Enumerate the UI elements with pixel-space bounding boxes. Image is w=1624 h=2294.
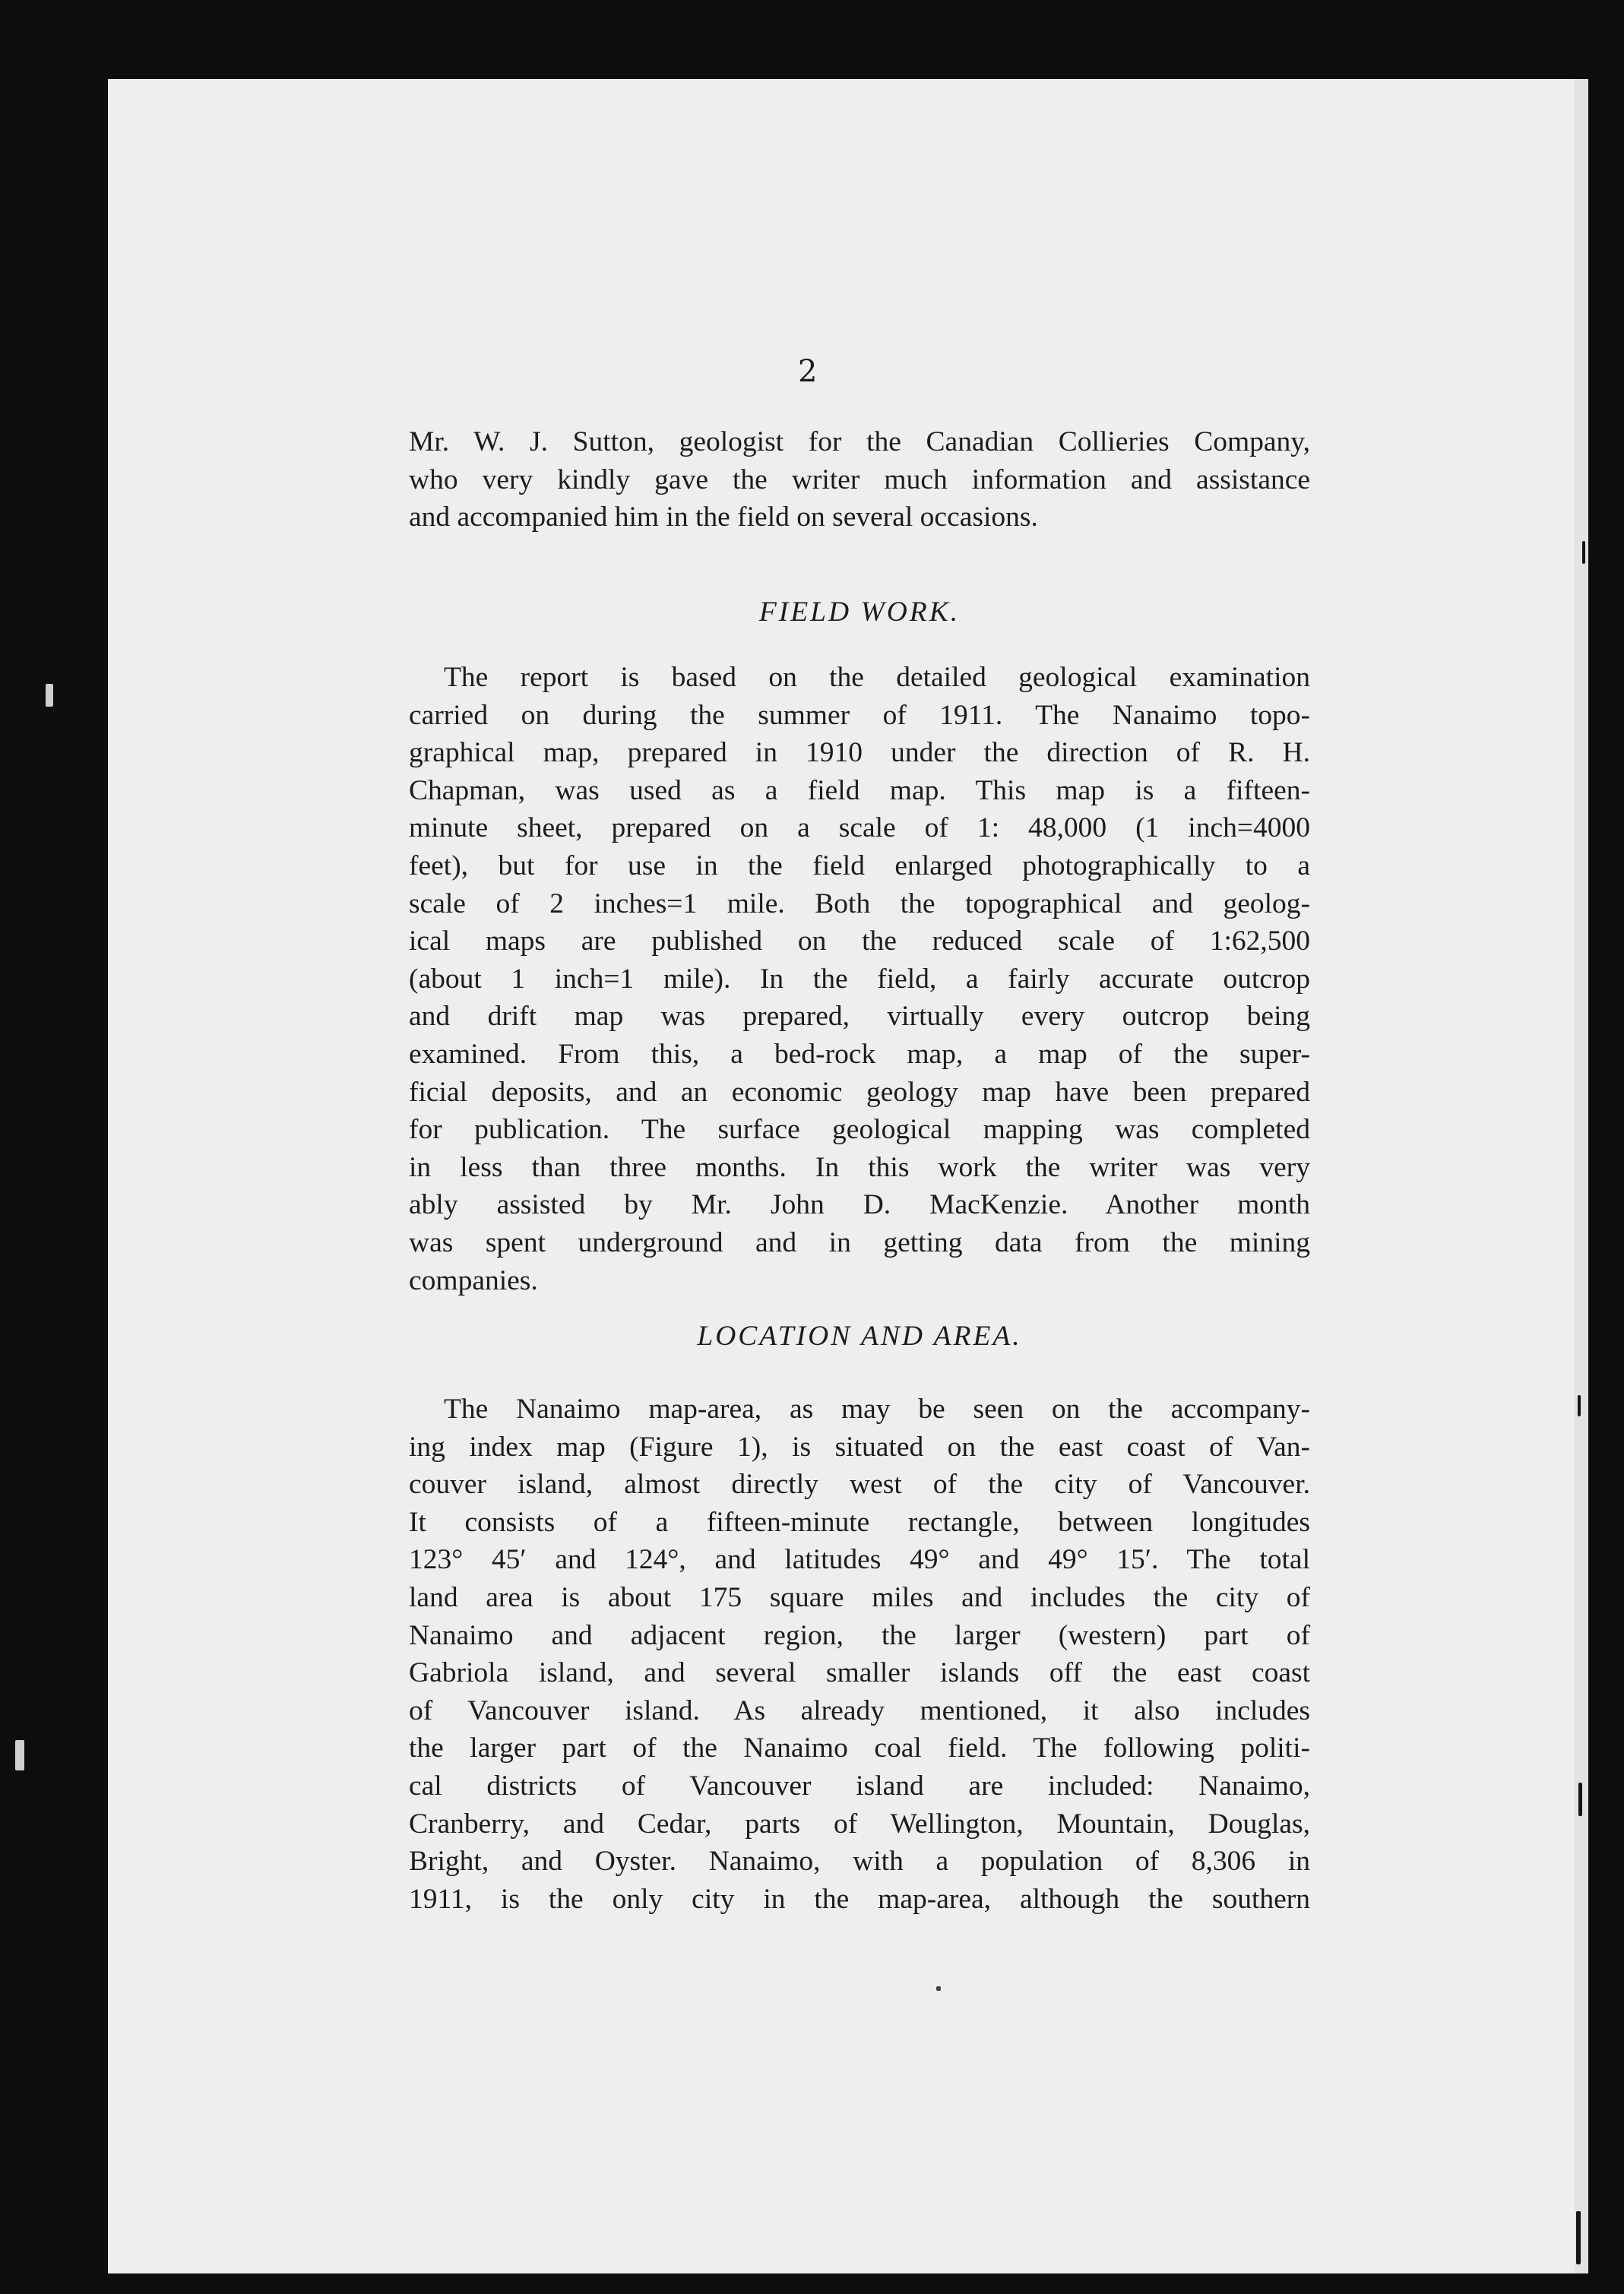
- text-line: carried on during the summer of 1911. The Nanaimo topo-: [409, 699, 1310, 731]
- text-line: examined. From this, a bed-rock map, a map of the super-: [409, 1038, 1310, 1070]
- text-line: and accompanied him in the field on several occasions.: [409, 502, 1038, 533]
- scan-speck: [46, 684, 53, 707]
- field-work-paragraph: [409, 659, 1310, 1299]
- text-line: of Vancouver island. As already mentioned, it also includes: [409, 1694, 1310, 1726]
- text-line: who very kindly gave the writer much information and assistance: [409, 464, 1310, 495]
- text-line: in less than three months. In this work the writer was very: [409, 1151, 1310, 1183]
- text-line: couver island, almost directly west of the city of Vancouver.: [409, 1469, 1310, 1501]
- text-line: 123° 45′ and 124°, and latitudes 49° and 49° 15′. The total: [409, 1544, 1310, 1576]
- text-line: Nanaimo and adjacent region, the larger (western) part of: [409, 1619, 1310, 1651]
- text-line: feet), but for use in the field enlarged photographically to a: [409, 850, 1310, 881]
- text-line: graphical map, prepared in 1910 under the direction of R. H.: [409, 737, 1310, 769]
- text-line: cal districts of Vancouver island are included: Nanaimo,: [409, 1770, 1310, 1802]
- text-line: Bright, and Oyster. Nanaimo, with a population of 8,306 in: [409, 1846, 1310, 1878]
- text-line: It consists of a fifteen-minute rectangle, between longitudes: [409, 1506, 1310, 1538]
- scan-speck: [1578, 1395, 1581, 1416]
- text-line: ical maps are published on the reduced scale of 1:62,500: [409, 926, 1310, 957]
- text-line: companies.: [409, 1264, 538, 1296]
- intro-paragraph: [409, 423, 1310, 536]
- text-line: Mr. W. J. Sutton, geologist for the Canadian Collieries Company,: [409, 426, 1310, 457]
- field-work-heading: FIELD WORK.: [758, 596, 961, 628]
- scan-speck: [1576, 2211, 1581, 2264]
- text-line: The Nanaimo map-area, as may be seen on the accompany-: [444, 1394, 1310, 1425]
- text-line: for publication. The surface geological mapping was completed: [409, 1114, 1310, 1146]
- scan-speck: [15, 1740, 24, 1770]
- text-line: Cranberry, and Cedar, parts of Wellington, Mountain, Douglas,: [409, 1808, 1310, 1840]
- sheet-edge: [1575, 79, 1588, 2273]
- page-number: 2: [798, 354, 818, 389]
- text-line: ably assisted by Mr. John D. MacKenzie. Another month: [409, 1189, 1310, 1221]
- text-line: (about 1 inch=1 mile). In the field, a fairly accurate outcrop: [409, 963, 1310, 995]
- text-line: minute sheet, prepared on a scale of 1: 48,000 (1 inch=4000: [409, 812, 1310, 844]
- text-line: and drift map was prepared, virtually every outcrop being: [409, 1001, 1310, 1033]
- scan-speck: [936, 1986, 941, 1991]
- text-line: scale of 2 inches=1 mile. Both the topographical and geolog-: [409, 888, 1310, 919]
- text-line: Chapman, was used as a field map. This map is a fifteen-: [409, 774, 1310, 806]
- location-paragraph: [409, 1391, 1310, 1918]
- text-line: was spent underground and in getting data from the mining: [409, 1226, 1310, 1258]
- text-line: ficial deposits, and an economic geology map have been prepared: [409, 1076, 1310, 1108]
- scan-speck: [1578, 1783, 1582, 1816]
- text-line: Gabriola island, and several smaller islands off the east coast: [409, 1657, 1310, 1689]
- text-line: The report is based on the detailed geological examination: [444, 662, 1310, 693]
- text-line: ing index map (Figure 1), is situated on the east coast of Van-: [409, 1431, 1310, 1463]
- scan-speck: [1582, 541, 1585, 564]
- text-line: 1911, is the only city in the map-area, although the southern: [409, 1883, 1310, 1915]
- location-and-area-heading: LOCATION AND AREA.: [697, 1321, 1022, 1352]
- text-line: land area is about 175 square miles and includes the city of: [409, 1581, 1310, 1613]
- text-line: the larger part of the Nanaimo coal field. The following politi-: [409, 1732, 1310, 1764]
